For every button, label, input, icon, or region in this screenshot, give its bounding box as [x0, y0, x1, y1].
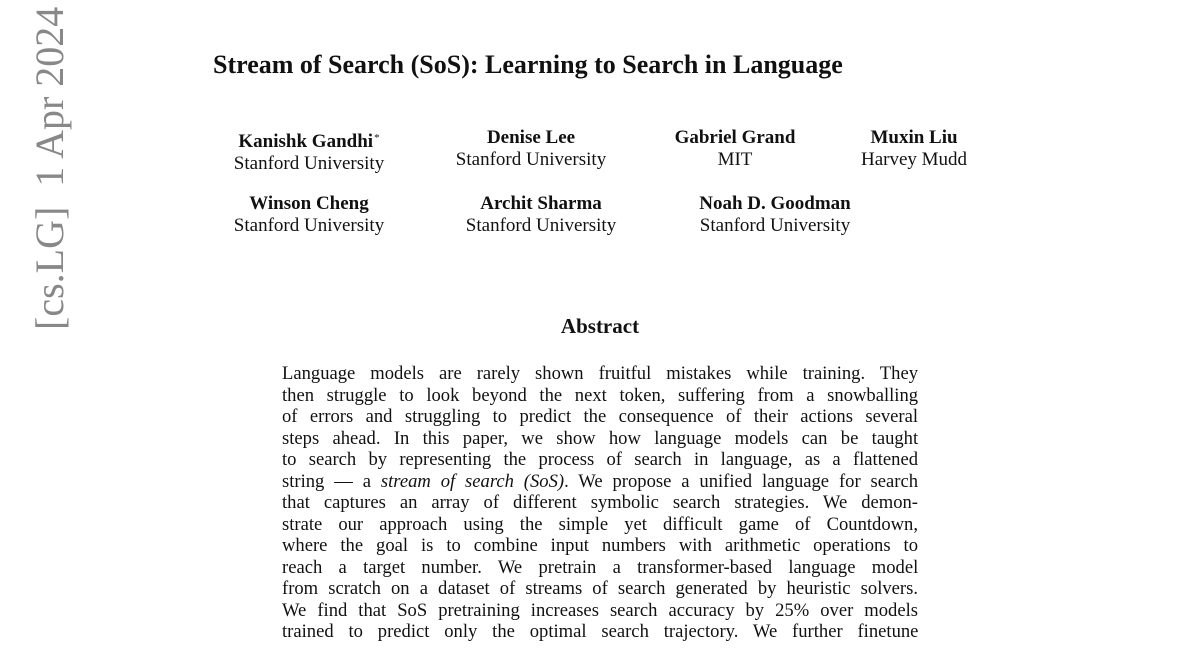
abstract-line: to search by representing the process of search in language, as a flattened: [282, 449, 918, 470]
abstract-line: from scratch on a dataset of streams of search generated by heuristic solvers.: [282, 578, 918, 599]
abstract-line-end: . We propose a unified language for search: [564, 470, 919, 492]
author-block: [446, 193, 636, 237]
author-block: [844, 127, 984, 171]
author-block: [436, 127, 626, 171]
abstract-line: steps ahead. In this paper, we show how language models can be taught: [282, 427, 919, 449]
arxiv-sidebar-stamp: [cs.LG] 1 Apr 2024: [27, 6, 72, 330]
author-footnote-mark: *: [374, 132, 380, 144]
author-block: [680, 193, 870, 237]
author-affiliation: Stanford University: [233, 215, 385, 236]
author-name: Archit Sharma: [480, 193, 602, 214]
abstract-line: that captures an array of different symbolic search strategies. We demon-: [282, 492, 918, 513]
abstract-line: Language models are rarely shown fruitful mistakes while training. They: [282, 363, 918, 384]
author-block: [213, 193, 405, 237]
author-name: Kanishk Gandhi*: [238, 131, 380, 152]
abstract-line: trained to predict only the optimal search trajectory. We further finetune: [282, 621, 919, 642]
author-affiliation: Stanford University: [233, 153, 385, 174]
author-affiliation: Harvey Mudd: [860, 149, 968, 170]
paper-title: Stream of Search (SoS): Learning to Search in Language: [213, 50, 843, 79]
abstract-italic-term: stream of search (SoS): [380, 470, 565, 492]
abstract-line: [282, 471, 918, 493]
abstract-line: strate our approach using the simple yet difficult game of Countdown,: [282, 513, 918, 535]
author-name: Noah D. Goodman: [699, 193, 851, 214]
abstract-line: of errors and struggling to predict the consequence of their actions several: [282, 406, 918, 427]
author-affiliation: MIT: [717, 149, 753, 170]
abstract-heading: Abstract: [560, 314, 640, 338]
abstract-line: reach a target number. We pretrain a transformer-based language model: [282, 556, 919, 578]
abstract-line-start: string — a: [282, 470, 381, 492]
author-affiliation: Stanford University: [699, 215, 851, 236]
author-name: Winson Cheng: [249, 193, 369, 214]
abstract-line: where the goal is to combine input numbers with arithmetic operations to: [282, 535, 918, 556]
author-name: Muxin Liu: [870, 127, 958, 148]
author-block: [213, 127, 405, 175]
abstract-line: then struggle to look beyond the next token, suffering from a snowballing: [282, 384, 919, 406]
author-name: Gabriel Grand: [674, 127, 796, 148]
author-affiliation: Stanford University: [465, 215, 617, 236]
author-affiliation: Stanford University: [455, 149, 607, 170]
author-name: Denise Lee: [486, 127, 576, 148]
author-block: [660, 127, 810, 171]
abstract-line: We find that SoS pretraining increases search accuracy by 25% over models: [282, 599, 918, 621]
abstract-body: [282, 363, 918, 643]
